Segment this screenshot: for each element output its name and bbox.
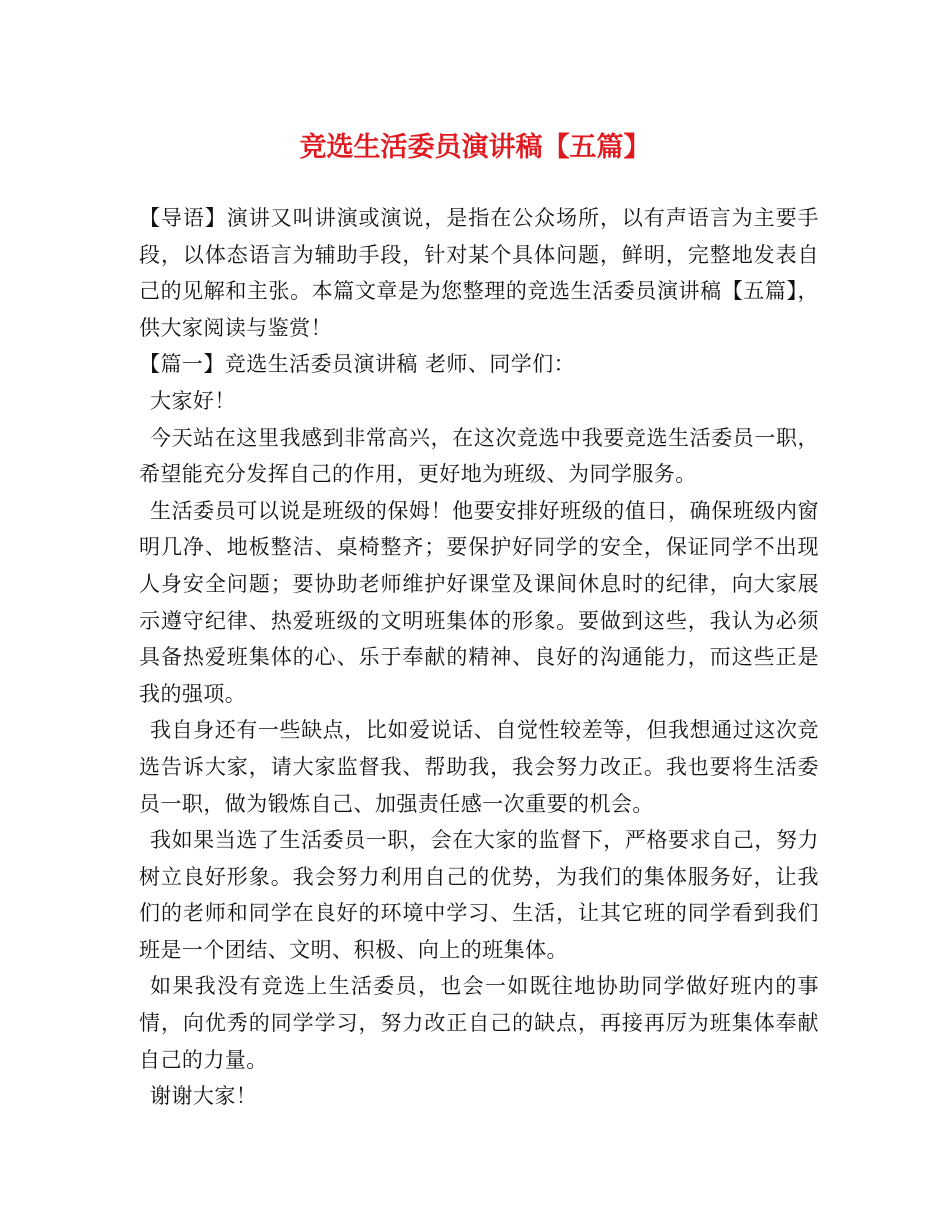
paragraph-body: 今天站在这里我感到非常高兴，在这次竞选中我要竞选生活委员一职，希望能充分发挥自己的作用，更好地为班级、为同学服务。 xyxy=(139,425,819,487)
paragraph-closing: 谢谢大家！ xyxy=(150,1084,258,1109)
paragraph-section-heading: 【篇一】竞选生活委员演讲稿 老师、同学们： xyxy=(139,352,576,377)
paragraph-greeting: 大家好！ xyxy=(150,388,236,413)
paragraph-body: 我如果当选了生活委员一职，会在大家的监督下，严格要求自己，努力树立良好形象。我会努力利用自己的优势，为我们的集体服务好，让我们的老师和同学在良好的环境中学习、生活，让其它班的同学看到我们班是一个团结、文明、积极、向上的班集体。 xyxy=(139,828,819,962)
paragraph-body: 生活委员可以说是班级的保姆！他要安排好班级的值日，确保班级内窗明几净、地板整洁、桌椅整齐；要保护好同学的安全，保证同学不出现人身安全问题；要协助老师维护好课堂及课间休息时的纪律，向大家展示遵守纪律、热爱班级的文明班集体的形象。要做到这些，我认为必须具备热爱班集体的心、乐于奉献的精神、良好的沟通能力，而这些正是我的强项。 xyxy=(139,498,819,706)
paragraph-body: 我自身还有一些缺点，比如爱说话、自觉性较差等，但我想通过这次竞选告诉大家，请大家监督我、帮助我，我会努力改正。我也要将生活委员一职，做为锻炼自己、加强责任感一次重要的机会。 xyxy=(139,718,819,816)
paragraph-body: 如果我没有竞选上生活委员，也会一如既往地协助同学做好班内的事情，向优秀的同学学习，努力改正自己的缺点，再接再厉为班集体奉献自己的力量。 xyxy=(139,974,819,1072)
document-body xyxy=(139,200,819,1115)
document-title: 竞选生活委员演讲稿【五篇】 xyxy=(299,132,651,163)
paragraph-intro: 【导语】演讲又叫讲演或演说，是指在公众场所，以有声语言为主要手段，以体态语言为辅助手段，针对某个具体问题，鲜明，完整地发表自己的见解和主张。本篇文章是为您整理的竞选生活委员演讲稿【五篇】，供大家阅读与鉴赏！ xyxy=(139,206,819,340)
